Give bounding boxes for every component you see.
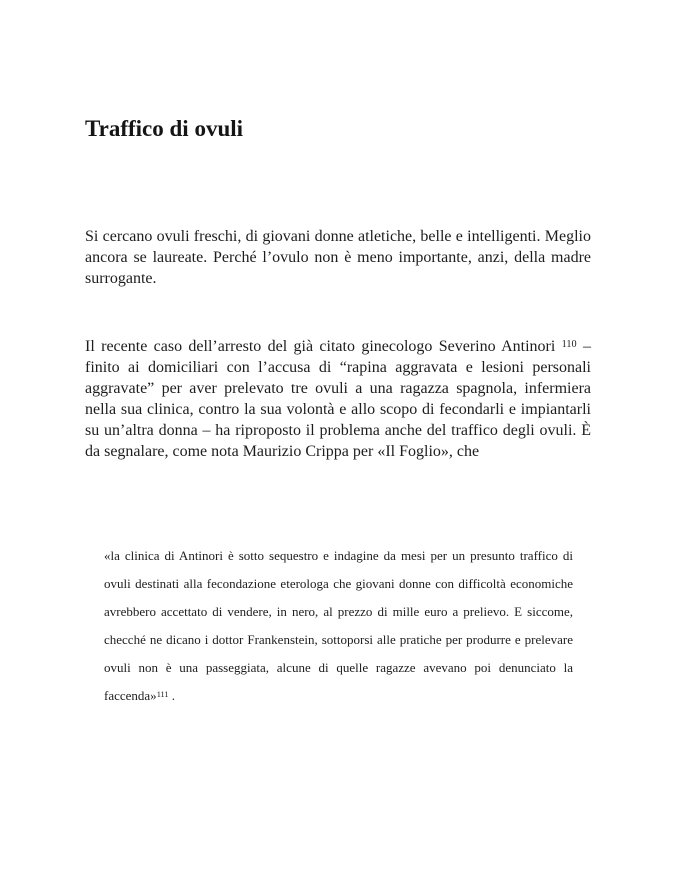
footnote-ref-111[interactable]: 111 <box>156 689 169 699</box>
quote-text: «la clinica di Antinori è sotto sequestro e indagine da mesi per un presunto traffico di ovuli destinati alla fecondazione eterologa che giovani donne con difficoltà economiche avrebbero accettato di vendere, in nero, al prezzo di mille euro a prelievo. E siccome, checché ne dicano i dottor Frankenstein, sottoporsi alle pratiche per produrre e prelevare ovuli non è una passeggiata, alcune di quelle ragazze avevano poi denunciato la faccenda» <box>104 548 573 703</box>
body-text-after-ref: – finito ai domiciliari con l’accusa di “rapina aggravata e lesioni personali aggravate” per aver prelevato tre ovuli a una ragazza spagnola, infermiera nella sua clinica, contro la sua volontà e allo scopo di fecondarli e impiantarli su un’altra donna – ha riproposto il problema anche del traffico degli ovuli. È da segnalare, come nota Maurizio Crippa per «Il Foglio», che <box>85 338 592 460</box>
quote-terminal-period: . <box>168 688 176 703</box>
footnote-ref-110[interactable]: 110 <box>561 339 577 351</box>
body-paragraph <box>85 336 591 462</box>
body-text-before-ref: Il recente caso dell’arresto del già citato ginecologo Severino Antinori <box>85 338 562 355</box>
block-quote <box>104 542 573 710</box>
lead-paragraph: Si cercano ovuli freschi, di giovani donne atletiche, belle e intelligenti. Meglio ancora se laureate. Perché l’ovulo non è meno importante, anzi, della madre surrogante. <box>85 228 591 287</box>
page-title: Traffico di ovuli <box>85 116 244 141</box>
